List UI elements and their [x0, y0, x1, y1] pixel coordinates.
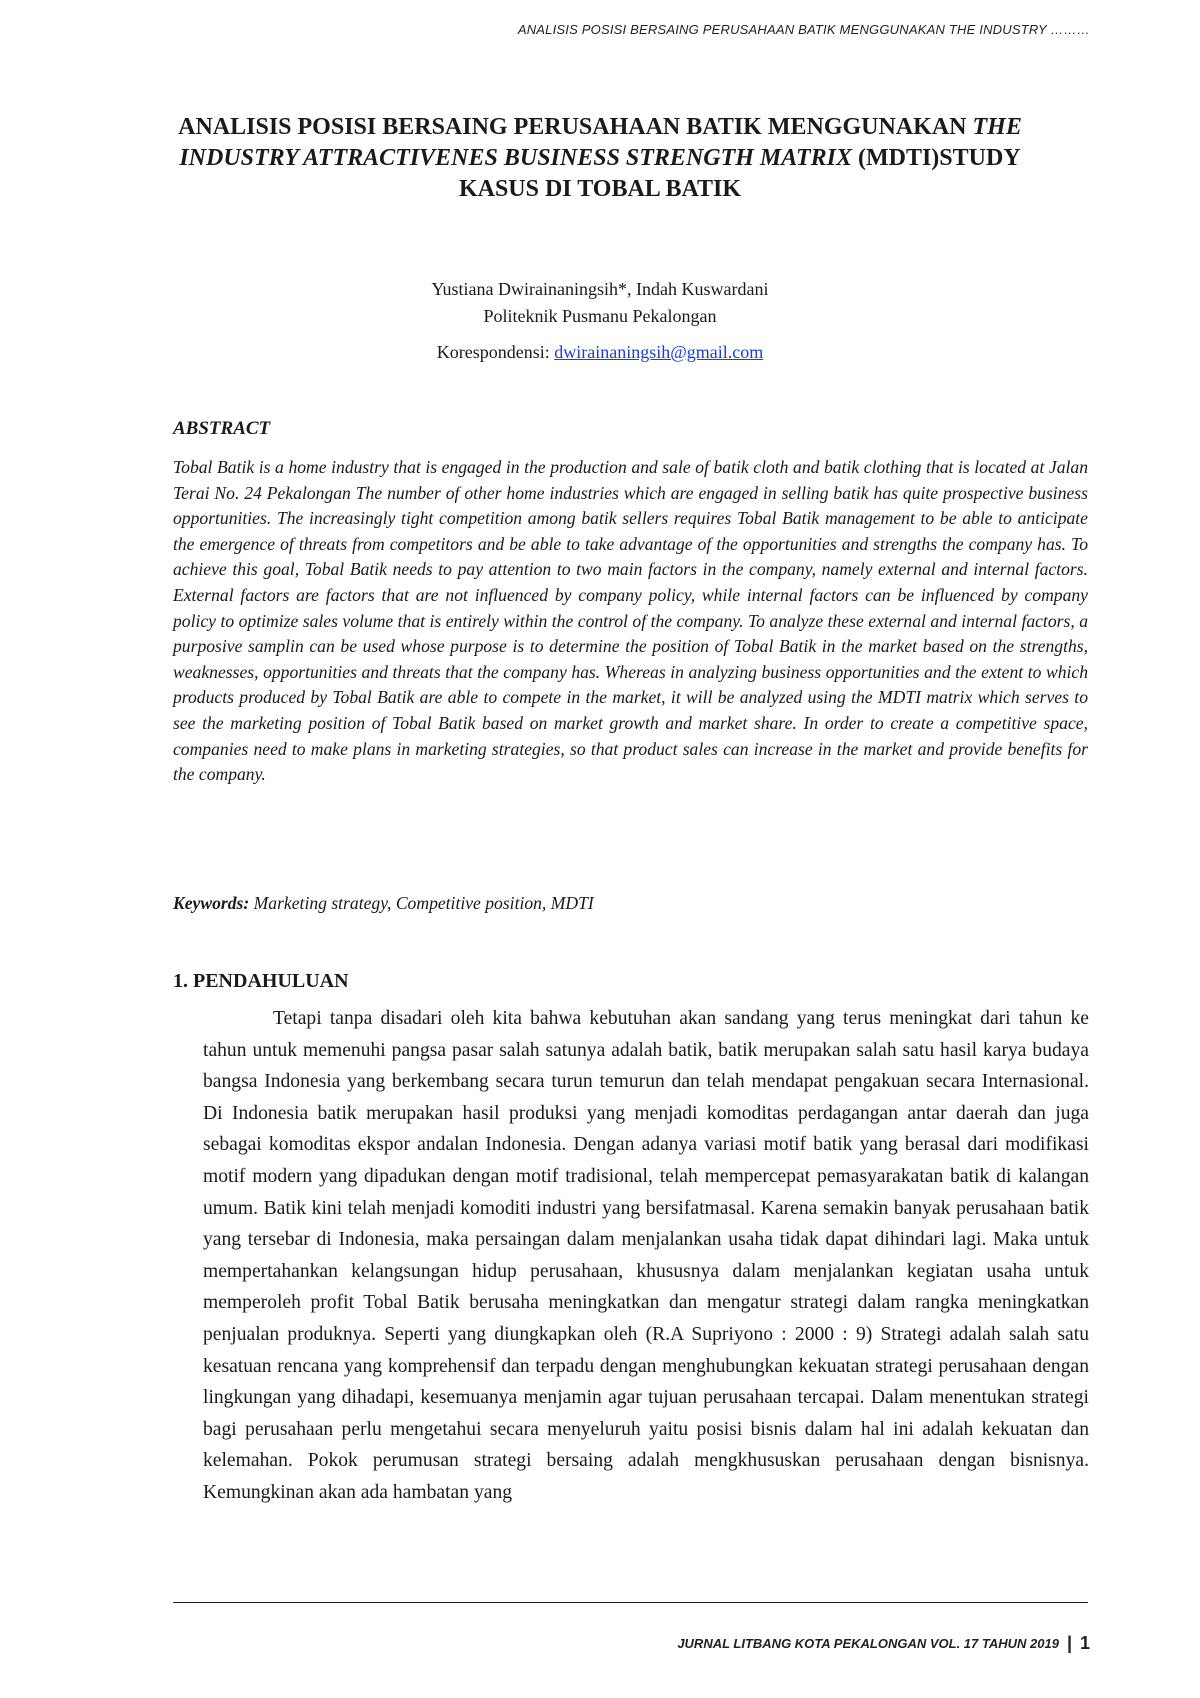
footer-divider — [173, 1602, 1088, 1603]
running-header: ANALISIS POSISI BERSAING PERUSAHAAN BATIK MENGGUNAKAN THE INDUSTRY ……… — [517, 22, 1090, 37]
author-block — [170, 276, 1030, 366]
section-text: Tetapi tanpa disadari oleh kita bahwa kebutuhan akan sandang yang terus meningkat dari tahun ke tahun untuk memenuhi pangsa pasar salah satunya adalah batik, batik merupakan salah satu hasil karya budaya bangsa Indonesia yang berkembang secara turun temurun dan telah mendapat pengakuan secara Internasional. Di Indonesia batik merupakan hasil produksi yang menjadi komoditas perdagangan antar daerah dan juga sebagai komoditas ekspor andalan Indonesia. Dengan adanya variasi motif batik yang berasal dari modifikasi motif modern yang dipadukan dengan motif tradisional, telah mempercepat pemasyarakatan batik di kalangan umum. Batik kini telah menjadi komoditi industri yang bersifatmasal. Karena semakin banyak perusahaan batik yang tersebar di Indonesia, maka persaingan dalam menjalankan usaha tidak dapat dihindari lagi. Maka untuk mempertahankan kelangsungan hidup perusahaan, khususnya dalam menjalankan kegiatan usaha untuk memperoleh profit Tobal Batik berusaha meningkatkan dan mengatur strategi dalam rangka meningkatkan penjualan produknya. Seperti yang diungkapkan oleh (R.A Supriyono : 2000 : 9) Strategi adalah salah satu kesatuan rencana yang komprehensif dan terpadu dengan menghubungkan kekuatan strategi perusahaan dengan lingkungan yang dihadapi, kesemuanya menjamin agar tujuan perusahaan tercapai. Dalam menentukan strategi bagi perusahaan perlu mengetahui secara menyeluruh yaitu posisi bisnis dalam hal ini adalah kekuatan dan kelemahan. Pokok perumusan strategi bersaing adalah mengkhususkan perusahaan dengan bisnisnya. Kemungkinan akan ada hambatan yang — [203, 1008, 1089, 1503]
author-affiliation: Politeknik Pusmanu Pekalongan — [483, 306, 717, 326]
keywords-label: Keywords — [173, 893, 244, 913]
page-footer — [677, 1633, 1090, 1654]
title-part-1: ANALISIS POSISI BERSAING PERUSAHAAN BATIK MENGGUNAKAN — [178, 114, 973, 140]
keywords-colon: : — [243, 893, 250, 913]
title-part-2: THE INDUSTRY ATTRACTIVENES BUSINESS STRENGTH MATRIX — [179, 114, 1022, 171]
author-names: Yustiana Dwirainaningsih*, Indah Kuswardani — [431, 279, 769, 299]
footer-separator: | — [1066, 1633, 1072, 1653]
abstract-text: Tobal Batik is a home industry that is engaged in the production and sale of batik cloth and batik clothing that is located at Jalan Terai No. 24 Pekalongan The number of other home industries which are engaged in selling batik has quite prospective business opportunities. The increasingly tight competition among batik sellers requires Tobal Batik management to be able to anticipate the emergence of threats from competitors and be able to take advantage of the opportunities and strengths the company has. To achieve this goal, Tobal Batik needs to pay attention to two main factors in the company, namely external and internal factors. External factors are factors that are not influenced by company policy, while internal factors can be influenced by company policy to optimize sales volume that is entirely within the control of the company. To analyze these external and internal factors, a purposive samplin can be used whose purpose is to determine the position of Tobal Batik in the market based on the strengths, weaknesses, opportunities and threats that the company has. Whereas in analyzing business opportunities and the extent to which products produced by Tobal Batik are able to compete in the market, it will be analyzed using the MDTI matrix which serves to see the marketing position of Tobal Batik based on market growth and market share. In order to create a competitive space, companies need to make plans in marketing strategies, so that product sales can increase in the market and provide benefits for the company. — [173, 457, 1088, 785]
keywords-text: Marketing strategy, Competitive position, MDTI — [249, 893, 594, 913]
keywords — [173, 893, 1088, 914]
page-number: 1 — [1079, 1633, 1090, 1653]
section-heading: 1. PENDAHULUAN — [173, 970, 349, 992]
footer-journal: JURNAL LITBANG KOTA PEKALONGAN VOL. 17 TAHUN 2019 — [677, 1636, 1059, 1651]
correspondence — [170, 339, 1030, 366]
correspondence-email-link[interactable]: dwirainaningsih@gmail.com — [554, 342, 764, 362]
title-part-3: (MDTI)STUDY KASUS DI TOBAL BATIK — [458, 145, 1021, 202]
paper-title — [170, 112, 1030, 205]
abstract-heading: ABSTRACT — [173, 418, 271, 439]
correspondence-label: Korespondensi: — [436, 342, 555, 362]
